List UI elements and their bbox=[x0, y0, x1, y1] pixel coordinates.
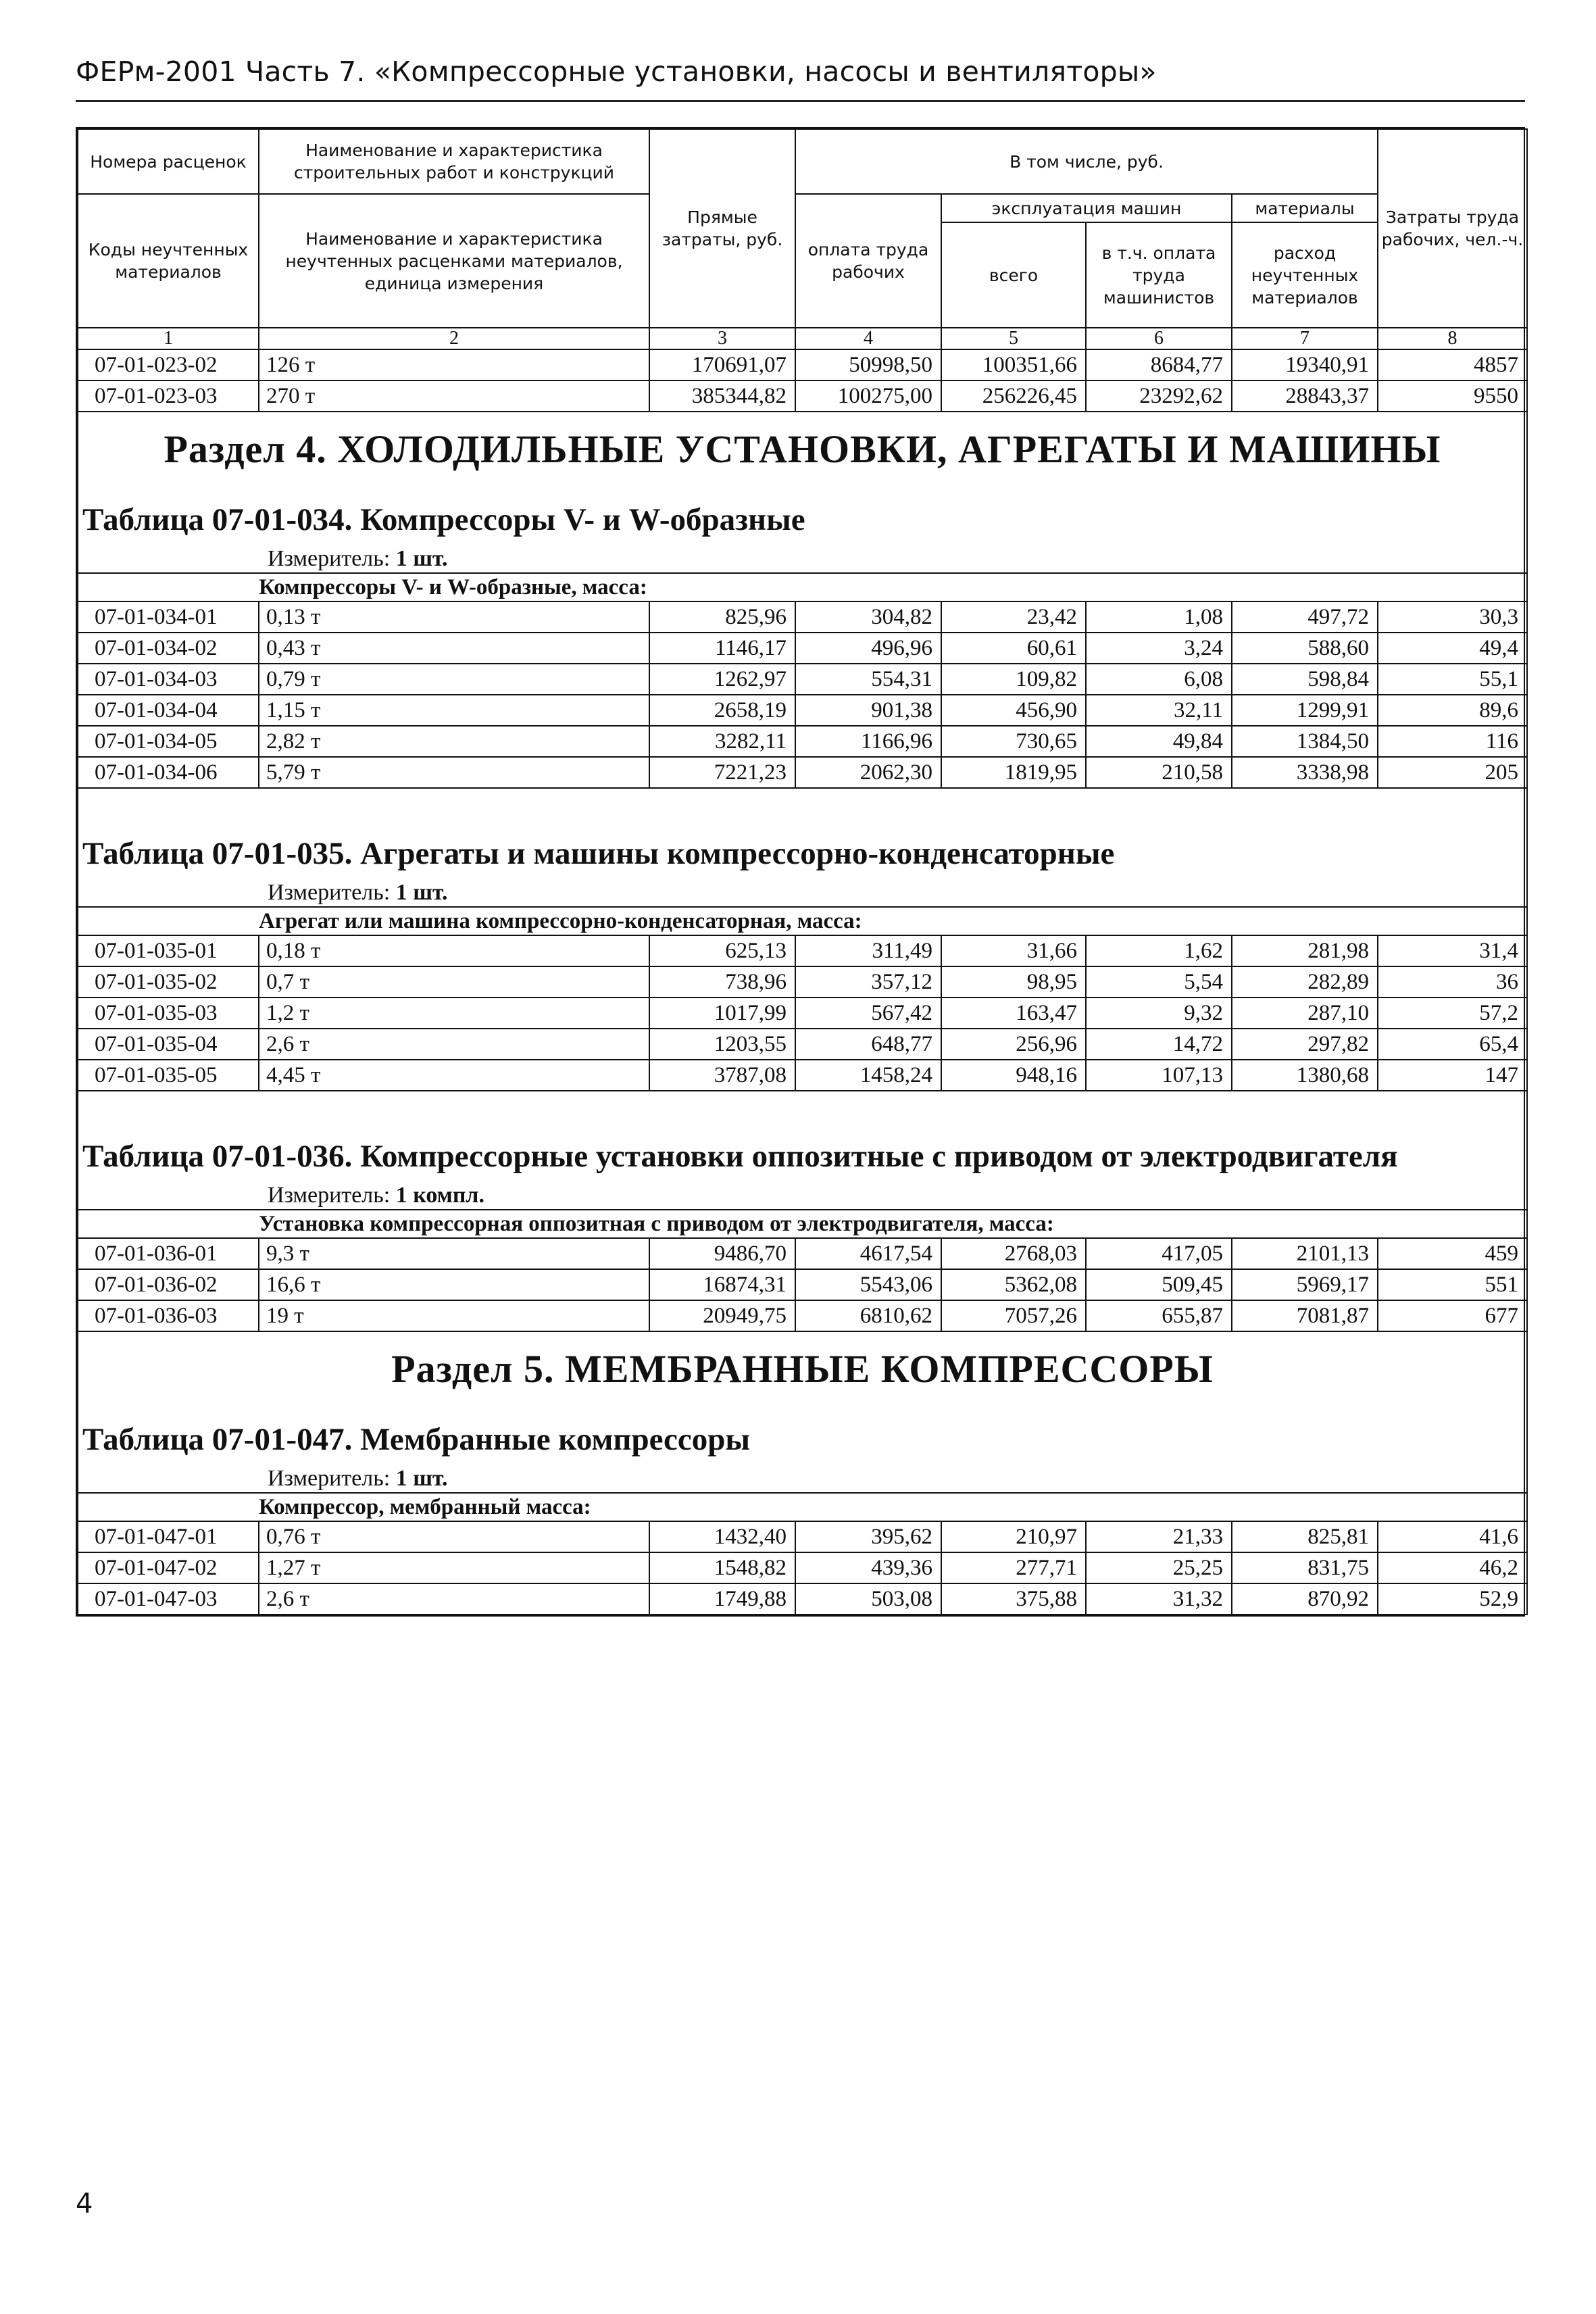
item-name: 2,6 т bbox=[259, 1583, 649, 1615]
group-pad bbox=[78, 573, 259, 601]
direct-costs: 1432,40 bbox=[649, 1521, 795, 1552]
rate-code: 07-01-023-03 bbox=[78, 380, 259, 412]
machines-total: 277,71 bbox=[941, 1552, 1086, 1583]
unit-label: Измеритель: bbox=[268, 1183, 391, 1208]
group-label: Агрегат или машина компрессорно-конденсаторная, масса: bbox=[259, 907, 1527, 935]
materials-cost: 497,72 bbox=[1232, 601, 1378, 633]
direct-costs: 170691,07 bbox=[649, 349, 795, 380]
machines-total: 2768,03 bbox=[941, 1238, 1086, 1269]
machinists-pay: 25,25 bbox=[1086, 1552, 1232, 1583]
group-row bbox=[78, 573, 1527, 601]
table-row bbox=[78, 1583, 1527, 1615]
item-name: 0,43 т bbox=[259, 633, 649, 664]
item-name: 16,6 т bbox=[259, 1269, 649, 1300]
machines-total: 23,42 bbox=[941, 601, 1086, 633]
labor-pay: 4617,54 bbox=[795, 1238, 941, 1269]
labor-pay: 50998,50 bbox=[795, 349, 941, 380]
group-pad bbox=[78, 1493, 259, 1521]
machines-total: 456,90 bbox=[941, 695, 1086, 726]
item-name: 5,79 т bbox=[259, 757, 649, 788]
table-row bbox=[78, 1029, 1527, 1060]
section-4-title: Раздел 4. ХОЛОДИЛЬНЫЕ УСТАНОВКИ, АГРЕГАТЫ И МАШИНЫ bbox=[78, 412, 1527, 486]
direct-costs: 20949,75 bbox=[649, 1300, 795, 1331]
labor-pay: 6810,62 bbox=[795, 1300, 941, 1331]
spacer-row bbox=[78, 788, 1527, 820]
rates-table bbox=[77, 128, 1528, 1615]
direct-costs: 3787,08 bbox=[649, 1060, 795, 1091]
item-name: 270 т bbox=[259, 380, 649, 412]
labor-hours: 49,4 bbox=[1378, 633, 1527, 664]
page-header: ФЕРм-2001 Часть 7. «Компрессорные установки, насосы и вентиляторы» bbox=[76, 55, 1157, 88]
direct-costs: 9486,70 bbox=[649, 1238, 795, 1269]
rate-code: 07-01-035-05 bbox=[78, 1060, 259, 1091]
table-row bbox=[78, 695, 1527, 726]
table-row bbox=[78, 1552, 1527, 1583]
materials-cost: 1380,68 bbox=[1232, 1060, 1378, 1091]
item-name: 0,79 т bbox=[259, 664, 649, 695]
labor-hours: 205 bbox=[1378, 757, 1527, 788]
col-machinists-pay-header: в т.ч. оплата труда машинистов bbox=[1086, 222, 1232, 328]
direct-costs: 625,13 bbox=[649, 935, 795, 966]
item-name: 0,18 т bbox=[259, 935, 649, 966]
labor-pay: 496,96 bbox=[795, 633, 941, 664]
item-name: 19 т bbox=[259, 1300, 649, 1331]
col-material-code-header: Коды неучтенных материалов bbox=[78, 194, 259, 328]
materials-cost: 287,10 bbox=[1232, 998, 1378, 1029]
rate-code: 07-01-036-03 bbox=[78, 1300, 259, 1331]
item-name: 0,76 т bbox=[259, 1521, 649, 1552]
rate-code: 07-01-023-02 bbox=[78, 349, 259, 380]
labor-hours: 89,6 bbox=[1378, 695, 1527, 726]
rate-code: 07-01-034-06 bbox=[78, 757, 259, 788]
col-number: 6 bbox=[1086, 328, 1232, 349]
rate-code: 07-01-047-03 bbox=[78, 1583, 259, 1615]
materials-cost: 7081,87 bbox=[1232, 1300, 1378, 1331]
machines-total: 730,65 bbox=[941, 726, 1086, 757]
machinists-pay: 14,72 bbox=[1086, 1029, 1232, 1060]
machinists-pay: 21,33 bbox=[1086, 1521, 1232, 1552]
table-title-row bbox=[78, 1123, 1527, 1177]
materials-cost: 5969,17 bbox=[1232, 1269, 1378, 1300]
unit-label: Измеритель: bbox=[268, 1466, 391, 1491]
item-name: 1,15 т bbox=[259, 695, 649, 726]
machinists-pay: 5,54 bbox=[1086, 966, 1232, 998]
table-row bbox=[78, 1521, 1527, 1552]
rate-code: 07-01-034-05 bbox=[78, 726, 259, 757]
header-row-1 bbox=[78, 129, 1527, 194]
machines-group-header: эксплуатация машин bbox=[941, 194, 1232, 222]
direct-costs: 825,96 bbox=[649, 601, 795, 633]
item-name: 1,2 т bbox=[259, 998, 649, 1029]
materials-group-header: материалы bbox=[1232, 194, 1378, 222]
section-5-title: Раздел 5. МЕМБРАННЫЕ КОМПРЕССОРЫ bbox=[78, 1331, 1527, 1406]
col-number: 5 bbox=[941, 328, 1086, 349]
item-name: 0,13 т bbox=[259, 601, 649, 633]
group-row bbox=[78, 907, 1527, 935]
machinists-pay: 31,32 bbox=[1086, 1583, 1232, 1615]
machinists-pay: 8684,77 bbox=[1086, 349, 1232, 380]
rate-code: 07-01-034-02 bbox=[78, 633, 259, 664]
column-numbers-row bbox=[78, 328, 1527, 349]
col-number: 1 bbox=[78, 328, 259, 349]
group-label: Компрессор, мембранный масса: bbox=[259, 1493, 1527, 1521]
machinists-pay: 210,58 bbox=[1086, 757, 1232, 788]
rate-code: 07-01-035-03 bbox=[78, 998, 259, 1029]
labor-pay: 1166,96 bbox=[795, 726, 941, 757]
col-labor-hours-header: Затраты труда рабочих, чел.-ч. bbox=[1378, 129, 1527, 328]
labor-hours: 4857 bbox=[1378, 349, 1527, 380]
table-row bbox=[78, 633, 1527, 664]
group-row bbox=[78, 1493, 1527, 1521]
labor-hours: 459 bbox=[1378, 1238, 1527, 1269]
col-rate-number-header: Номера расценок bbox=[78, 129, 259, 194]
table-title: Таблица 07-01-034. Компрессоры V- и W-образные bbox=[78, 486, 1527, 540]
group-row bbox=[78, 1210, 1527, 1238]
col-number: 7 bbox=[1232, 328, 1378, 349]
group-pad bbox=[78, 1210, 259, 1238]
labor-hours: 147 bbox=[1378, 1060, 1527, 1091]
unit-cell bbox=[78, 1460, 1527, 1493]
col-unaccounted-materials-header: расход неучтенных материалов bbox=[1232, 222, 1378, 328]
rate-code: 07-01-034-03 bbox=[78, 664, 259, 695]
labor-pay: 554,31 bbox=[795, 664, 941, 695]
machinists-pay: 655,87 bbox=[1086, 1300, 1232, 1331]
labor-pay: 503,08 bbox=[795, 1583, 941, 1615]
materials-cost: 598,84 bbox=[1232, 664, 1378, 695]
table-title-row bbox=[78, 820, 1527, 874]
unit-value: 1 шт. bbox=[395, 546, 448, 571]
spacer-row bbox=[78, 1091, 1527, 1123]
machines-total: 256,96 bbox=[941, 1029, 1086, 1060]
machines-total: 375,88 bbox=[941, 1583, 1086, 1615]
labor-hours: 551 bbox=[1378, 1269, 1527, 1300]
item-name: 4,45 т bbox=[259, 1060, 649, 1091]
labor-pay: 901,38 bbox=[795, 695, 941, 726]
unit-row bbox=[78, 540, 1527, 573]
direct-costs: 1548,82 bbox=[649, 1552, 795, 1583]
rate-code: 07-01-047-02 bbox=[78, 1552, 259, 1583]
col-number: 3 bbox=[649, 328, 795, 349]
machines-total: 98,95 bbox=[941, 966, 1086, 998]
machinists-pay: 417,05 bbox=[1086, 1238, 1232, 1269]
materials-cost: 870,92 bbox=[1232, 1583, 1378, 1615]
item-name: 1,27 т bbox=[259, 1552, 649, 1583]
materials-cost: 281,98 bbox=[1232, 935, 1378, 966]
col-direct-costs-header: Прямые затраты, руб. bbox=[649, 129, 795, 328]
unit-label: Измеритель: bbox=[268, 880, 391, 905]
rate-code: 07-01-035-04 bbox=[78, 1029, 259, 1060]
group-label: Установка компрессорная оппозитная с приводом от электродвигателя, масса: bbox=[259, 1210, 1527, 1238]
machines-total: 31,66 bbox=[941, 935, 1086, 966]
labor-hours: 55,1 bbox=[1378, 664, 1527, 695]
materials-cost: 1299,91 bbox=[1232, 695, 1378, 726]
labor-hours: 52,9 bbox=[1378, 1583, 1527, 1615]
machines-total: 109,82 bbox=[941, 664, 1086, 695]
table-row bbox=[78, 1300, 1527, 1331]
machines-total: 5362,08 bbox=[941, 1269, 1086, 1300]
labor-hours: 65,4 bbox=[1378, 1029, 1527, 1060]
header-rule bbox=[76, 100, 1525, 102]
materials-cost: 588,60 bbox=[1232, 633, 1378, 664]
incl-group-header: В том числе, руб. bbox=[795, 129, 1378, 194]
labor-hours: 116 bbox=[1378, 726, 1527, 757]
machines-total: 256226,45 bbox=[941, 380, 1086, 412]
unit-value: 1 шт. bbox=[395, 880, 448, 905]
unit-label: Измеритель: bbox=[268, 546, 391, 571]
rate-code: 07-01-036-01 bbox=[78, 1238, 259, 1269]
labor-hours: 677 bbox=[1378, 1300, 1527, 1331]
unit-row bbox=[78, 874, 1527, 907]
table-row bbox=[78, 1269, 1527, 1300]
labor-pay: 311,49 bbox=[795, 935, 941, 966]
direct-costs: 385344,82 bbox=[649, 380, 795, 412]
direct-costs: 16874,31 bbox=[649, 1269, 795, 1300]
unit-row bbox=[78, 1177, 1527, 1210]
item-name: 2,6 т bbox=[259, 1029, 649, 1060]
machinists-pay: 3,24 bbox=[1086, 633, 1232, 664]
machines-total: 163,47 bbox=[941, 998, 1086, 1029]
table-row bbox=[78, 757, 1527, 788]
labor-hours: 46,2 bbox=[1378, 1552, 1527, 1583]
machinists-pay: 509,45 bbox=[1086, 1269, 1232, 1300]
rate-code: 07-01-047-01 bbox=[78, 1521, 259, 1552]
materials-cost: 2101,13 bbox=[1232, 1238, 1378, 1269]
labor-pay: 439,36 bbox=[795, 1552, 941, 1583]
machinists-pay: 1,62 bbox=[1086, 935, 1232, 966]
labor-pay: 5543,06 bbox=[795, 1269, 941, 1300]
labor-hours: 30,3 bbox=[1378, 601, 1527, 633]
rate-code: 07-01-034-01 bbox=[78, 601, 259, 633]
rate-code: 07-01-036-02 bbox=[78, 1269, 259, 1300]
labor-hours: 9550 bbox=[1378, 380, 1527, 412]
table-row bbox=[78, 935, 1527, 966]
direct-costs: 738,96 bbox=[649, 966, 795, 998]
unit-value: 1 компл. bbox=[395, 1183, 485, 1208]
table-title: Таблица 07-01-036. Компрессорные установки оппозитные с приводом от электродвигателя bbox=[78, 1123, 1527, 1177]
direct-costs: 1749,88 bbox=[649, 1583, 795, 1615]
machines-total: 948,16 bbox=[941, 1060, 1086, 1091]
item-name: 2,82 т bbox=[259, 726, 649, 757]
table-row bbox=[78, 664, 1527, 695]
rate-code: 07-01-034-04 bbox=[78, 695, 259, 726]
table-row bbox=[78, 601, 1527, 633]
materials-cost: 282,89 bbox=[1232, 966, 1378, 998]
spacer bbox=[78, 788, 1527, 820]
machinists-pay: 9,32 bbox=[1086, 998, 1232, 1029]
unit-cell bbox=[78, 540, 1527, 573]
col-material-name-header: Наименование и характеристика неучтенных расценками материалов, единица измерения bbox=[259, 194, 649, 328]
machinists-pay: 107,13 bbox=[1086, 1060, 1232, 1091]
page-number: 4 bbox=[76, 2188, 93, 2219]
machinists-pay: 49,84 bbox=[1086, 726, 1232, 757]
unit-cell bbox=[78, 874, 1527, 907]
rate-code: 07-01-035-01 bbox=[78, 935, 259, 966]
direct-costs: 2658,19 bbox=[649, 695, 795, 726]
labor-pay: 100275,00 bbox=[795, 380, 941, 412]
labor-hours: 57,2 bbox=[1378, 998, 1527, 1029]
machines-total: 1819,95 bbox=[941, 757, 1086, 788]
col-work-name-header: Наименование и характеристика строительных работ и конструкций bbox=[259, 129, 649, 194]
machinists-pay: 6,08 bbox=[1086, 664, 1232, 695]
labor-pay: 1458,24 bbox=[795, 1060, 941, 1091]
group-label: Компрессоры V- и W-образные, масса: bbox=[259, 573, 1527, 601]
machinists-pay: 23292,62 bbox=[1086, 380, 1232, 412]
spacer bbox=[78, 1091, 1527, 1123]
labor-pay: 2062,30 bbox=[795, 757, 941, 788]
section-4-title-row bbox=[78, 412, 1527, 486]
table-row bbox=[78, 380, 1527, 412]
item-name: 126 т bbox=[259, 349, 649, 380]
labor-pay: 304,82 bbox=[795, 601, 941, 633]
labor-hours: 31,4 bbox=[1378, 935, 1527, 966]
col-machines-total-header: всего bbox=[941, 222, 1086, 328]
materials-cost: 28843,37 bbox=[1232, 380, 1378, 412]
col-number: 2 bbox=[259, 328, 649, 349]
col-labor-pay-header: оплата труда рабочих bbox=[795, 194, 941, 328]
table-row bbox=[78, 998, 1527, 1029]
direct-costs: 1262,97 bbox=[649, 664, 795, 695]
table-title: Таблица 07-01-035. Агрегаты и машины компрессорно-конденсаторные bbox=[78, 820, 1527, 874]
labor-pay: 357,12 bbox=[795, 966, 941, 998]
rate-code: 07-01-035-02 bbox=[78, 966, 259, 998]
machines-total: 60,61 bbox=[941, 633, 1086, 664]
table-row bbox=[78, 1060, 1527, 1091]
col-number: 8 bbox=[1378, 328, 1527, 349]
materials-cost: 3338,98 bbox=[1232, 757, 1378, 788]
table-title-row bbox=[78, 486, 1527, 540]
materials-cost: 825,81 bbox=[1232, 1521, 1378, 1552]
materials-cost: 297,82 bbox=[1232, 1029, 1378, 1060]
group-pad bbox=[78, 907, 259, 935]
machinists-pay: 1,08 bbox=[1086, 601, 1232, 633]
direct-costs: 7221,23 bbox=[649, 757, 795, 788]
direct-costs: 1203,55 bbox=[649, 1029, 795, 1060]
item-name: 0,7 т bbox=[259, 966, 649, 998]
section-5-title-row bbox=[78, 1331, 1527, 1406]
labor-hours: 36 bbox=[1378, 966, 1527, 998]
table-row bbox=[78, 349, 1527, 380]
materials-cost: 831,75 bbox=[1232, 1552, 1378, 1583]
labor-pay: 567,42 bbox=[795, 998, 941, 1029]
direct-costs: 3282,11 bbox=[649, 726, 795, 757]
table-title-row bbox=[78, 1406, 1527, 1460]
materials-cost: 19340,91 bbox=[1232, 349, 1378, 380]
unit-row bbox=[78, 1460, 1527, 1493]
labor-hours: 41,6 bbox=[1378, 1521, 1527, 1552]
rates-sheet bbox=[76, 127, 1525, 1617]
machines-total: 7057,26 bbox=[941, 1300, 1086, 1331]
direct-costs: 1017,99 bbox=[649, 998, 795, 1029]
table-title: Таблица 07-01-047. Мембранные компрессоры bbox=[78, 1406, 1527, 1460]
labor-pay: 395,62 bbox=[795, 1521, 941, 1552]
machines-total: 100351,66 bbox=[941, 349, 1086, 380]
machinists-pay: 32,11 bbox=[1086, 695, 1232, 726]
table-row bbox=[78, 726, 1527, 757]
header-row-2 bbox=[78, 194, 1527, 222]
table-row bbox=[78, 966, 1527, 998]
table-row bbox=[78, 1238, 1527, 1269]
labor-pay: 648,77 bbox=[795, 1029, 941, 1060]
col-number: 4 bbox=[795, 328, 941, 349]
item-name: 9,3 т bbox=[259, 1238, 649, 1269]
unit-value: 1 шт. bbox=[395, 1466, 448, 1491]
unit-cell bbox=[78, 1177, 1527, 1210]
machines-total: 210,97 bbox=[941, 1521, 1086, 1552]
materials-cost: 1384,50 bbox=[1232, 726, 1378, 757]
direct-costs: 1146,17 bbox=[649, 633, 795, 664]
